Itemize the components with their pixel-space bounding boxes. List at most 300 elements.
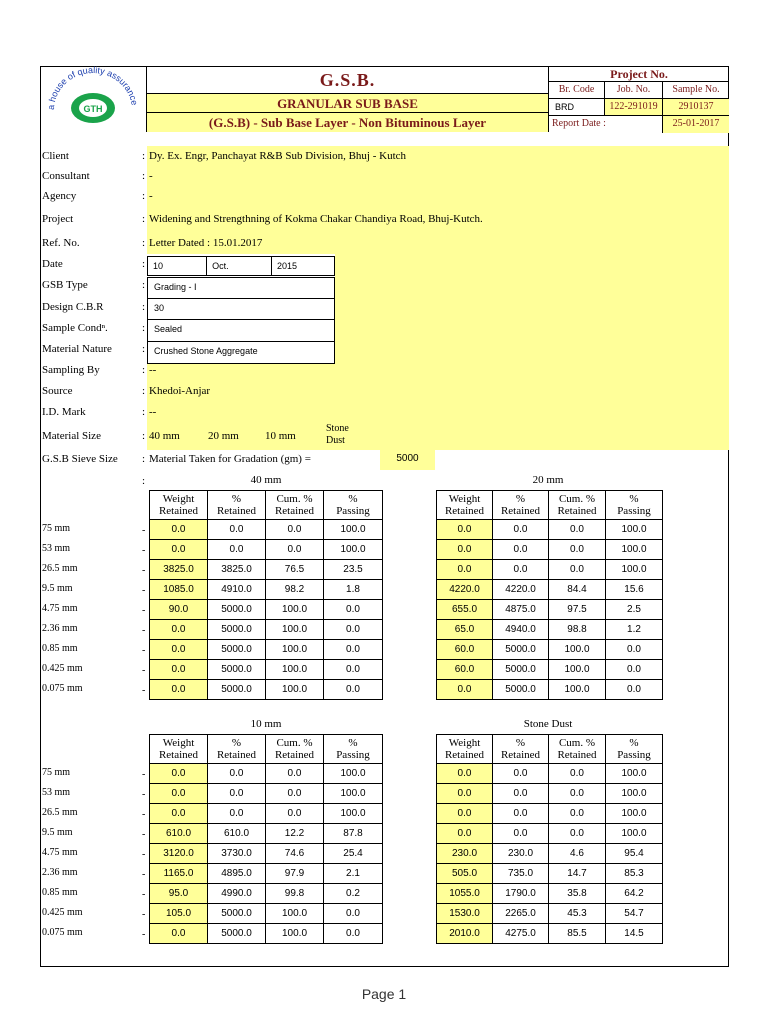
cell-pct-retained: 3825.0 xyxy=(208,560,266,580)
cell-pct-retained: 4275.0 xyxy=(493,924,549,944)
cell-cum-pct-retained: 35.8 xyxy=(549,884,606,904)
sieve-label: 0.425 mm xyxy=(42,907,83,918)
sieve-label: 2.36 mm xyxy=(42,623,78,634)
cell-pct-passing: 100.0 xyxy=(324,540,383,560)
project-number-block xyxy=(548,66,729,132)
table-row xyxy=(437,540,663,560)
col-header-pct-passing xyxy=(324,735,383,764)
colon: : xyxy=(142,385,146,397)
row-dash: - xyxy=(142,565,146,576)
cell-pct-passing: 54.7 xyxy=(606,904,663,924)
header-line: % xyxy=(629,737,639,749)
table-row xyxy=(437,924,663,944)
cell-pct-passing: 100.0 xyxy=(606,560,663,580)
cell-weight-retained: 0.0 xyxy=(150,620,208,640)
header-line: Retained xyxy=(444,749,485,761)
stone-dust-line2: Dust xyxy=(326,435,345,446)
cell-cum-pct-retained: 100.0 xyxy=(266,660,324,680)
header-line: Retained xyxy=(557,749,597,761)
sieve-label: 0.075 mm xyxy=(42,683,83,694)
cell-pct-passing: 64.2 xyxy=(606,884,663,904)
logo-mark: GTH xyxy=(83,104,103,114)
row-dash: - xyxy=(142,545,146,556)
cell-pct-passing: 100.0 xyxy=(606,784,663,804)
header-line: Passing xyxy=(336,505,370,517)
row-dash: - xyxy=(142,585,146,596)
col-header-pct-passing xyxy=(324,491,383,520)
cell-cum-pct-retained: 100.0 xyxy=(549,660,606,680)
row-dash: - xyxy=(142,665,146,676)
gsb-type-label: GSB Type xyxy=(42,279,88,291)
cell-cum-pct-retained: 100.0 xyxy=(266,620,324,640)
sieve-label: 4.75 mm xyxy=(42,847,78,858)
cell-weight-retained: 0.0 xyxy=(437,560,493,580)
cell-cum-pct-retained: 0.0 xyxy=(266,520,324,540)
cell-pct-passing: 0.0 xyxy=(324,600,383,620)
cell-cum-pct-retained: 100.0 xyxy=(549,640,606,660)
cell-cum-pct-retained: 0.0 xyxy=(266,764,324,784)
cell-weight-retained: 65.0 xyxy=(437,620,493,640)
cell-pct-passing: 0.0 xyxy=(606,660,663,680)
header-line: Passing xyxy=(336,749,370,761)
header-line: Retained xyxy=(557,505,597,517)
header-line: Weight xyxy=(448,737,481,749)
info-highlight-side xyxy=(335,254,729,358)
table-row xyxy=(150,620,383,640)
col-header-cum-pct-retained xyxy=(549,735,606,764)
col-header-pct-retained xyxy=(493,491,549,520)
cell-pct-passing: 0.0 xyxy=(324,924,383,944)
cell-cum-pct-retained: 76.5 xyxy=(266,560,324,580)
table-row xyxy=(150,600,383,620)
header-line: Retained xyxy=(216,749,257,761)
sieve-label: 75 mm xyxy=(42,767,71,778)
cell-pct-passing: 1.2 xyxy=(606,620,663,640)
client-label: Client xyxy=(42,150,69,162)
table-row xyxy=(150,784,383,804)
colon: : xyxy=(142,343,146,355)
col-header-pct-retained xyxy=(208,735,266,764)
report-subtitle: GRANULAR SUB BASE xyxy=(147,94,548,113)
cell-pct-retained: 3730.0 xyxy=(208,844,266,864)
header-line: % xyxy=(231,493,242,505)
colon: : xyxy=(142,237,146,249)
cell-pct-retained: 4220.0 xyxy=(493,580,549,600)
cell-pct-retained: 230.0 xyxy=(493,844,549,864)
col-header-weight-retained xyxy=(150,735,208,764)
table-row xyxy=(437,784,663,804)
cell-weight-retained: 1085.0 xyxy=(150,580,208,600)
cell-pct-retained: 2265.0 xyxy=(493,904,549,924)
cell-weight-retained: 95.0 xyxy=(150,884,208,904)
cell-pct-retained: 5000.0 xyxy=(493,640,549,660)
cell-cum-pct-retained: 0.0 xyxy=(549,824,606,844)
colon: : xyxy=(142,453,146,465)
cell-pct-retained: 0.0 xyxy=(493,804,549,824)
cell-pct-retained: 5000.0 xyxy=(208,680,266,700)
header-line: % xyxy=(515,493,526,505)
header-line: Retained xyxy=(216,505,257,517)
cell-pct-retained: 0.0 xyxy=(493,764,549,784)
table-row xyxy=(437,660,663,680)
cell-pct-retained: 0.0 xyxy=(208,784,266,804)
colon: : xyxy=(142,150,146,162)
cell-pct-retained: 5000.0 xyxy=(208,640,266,660)
cell-pct-passing: 87.8 xyxy=(324,824,383,844)
cell-pct-passing: 0.0 xyxy=(606,680,663,700)
cell-pct-retained: 0.0 xyxy=(208,540,266,560)
cell-pct-retained: 5000.0 xyxy=(493,680,549,700)
cell-cum-pct-retained: 14.7 xyxy=(549,864,606,884)
cell-pct-retained: 1790.0 xyxy=(493,884,549,904)
cell-weight-retained: 0.0 xyxy=(437,804,493,824)
cell-cum-pct-retained: 85.5 xyxy=(549,924,606,944)
cell-weight-retained: 0.0 xyxy=(150,764,208,784)
table-row xyxy=(437,640,663,660)
cell-pct-retained: 4910.0 xyxy=(208,580,266,600)
sieve-label: 9.5 mm xyxy=(42,827,73,838)
header-line: % xyxy=(515,737,526,749)
header-line: Retained xyxy=(158,505,199,517)
cell-pct-passing: 100.0 xyxy=(606,520,663,540)
cell-pct-passing: 0.2 xyxy=(324,884,383,904)
material-nature-value: Crushed Stone Aggregate xyxy=(147,341,335,364)
row-dash: - xyxy=(142,769,146,780)
cell-cum-pct-retained: 98.2 xyxy=(266,580,324,600)
header-line: Retained xyxy=(500,749,541,761)
report-title: G.S.B. xyxy=(147,66,548,94)
cell-weight-retained: 4220.0 xyxy=(437,580,493,600)
row-dash: - xyxy=(142,685,146,696)
cell-pct-retained: 0.0 xyxy=(493,520,549,540)
cell-pct-passing: 25.4 xyxy=(324,844,383,864)
cell-cum-pct-retained: 45.3 xyxy=(549,904,606,924)
job-no-label: Job. No. xyxy=(605,82,663,98)
cell-cum-pct-retained: 100.0 xyxy=(266,924,324,944)
sampling-by-label: Sampling By xyxy=(42,364,100,376)
cell-cum-pct-retained: 74.6 xyxy=(266,844,324,864)
report-date-value: 25-01-2017 xyxy=(663,116,729,133)
cell-pct-passing: 0.0 xyxy=(606,640,663,660)
cell-weight-retained: 610.0 xyxy=(150,824,208,844)
cell-cum-pct-retained: 84.4 xyxy=(549,580,606,600)
cell-weight-retained: 3825.0 xyxy=(150,560,208,580)
cell-pct-retained: 4875.0 xyxy=(493,600,549,620)
source-label: Source xyxy=(42,385,73,397)
cell-cum-pct-retained: 0.0 xyxy=(266,804,324,824)
col-header-pct-retained xyxy=(493,735,549,764)
date-month: Oct. xyxy=(207,257,272,275)
cell-pct-retained: 4990.0 xyxy=(208,884,266,904)
cell-weight-retained: 655.0 xyxy=(437,600,493,620)
col-header-cum-pct-retained xyxy=(266,735,324,764)
job-no-value: 122-291019 xyxy=(605,99,663,115)
cell-weight-retained: 105.0 xyxy=(150,904,208,924)
project-no-title: Project No. xyxy=(549,66,729,82)
cell-cum-pct-retained: 99.8 xyxy=(266,884,324,904)
table-row xyxy=(150,824,383,844)
cell-weight-retained: 0.0 xyxy=(437,520,493,540)
cell-weight-retained: 0.0 xyxy=(437,540,493,560)
logo-text: a house of quality assurance xyxy=(45,66,140,111)
material-size-label: Material Size xyxy=(42,430,101,442)
cell-pct-retained: 5000.0 xyxy=(208,660,266,680)
table-title-stone-dust: Stone Dust xyxy=(523,718,573,730)
cell-cum-pct-retained: 0.0 xyxy=(549,784,606,804)
colon: : xyxy=(142,475,146,487)
sieve-label: 53 mm xyxy=(42,543,71,554)
cell-pct-retained: 0.0 xyxy=(208,804,266,824)
date-day: 10 xyxy=(148,257,207,275)
sample-no-label: Sample No. xyxy=(672,84,720,95)
cell-pct-retained: 4895.0 xyxy=(208,864,266,884)
cell-weight-retained: 1055.0 xyxy=(437,884,493,904)
cell-weight-retained: 0.0 xyxy=(150,520,208,540)
table-row xyxy=(437,680,663,700)
header-line: Cum. % xyxy=(558,737,596,749)
cell-weight-retained: 1165.0 xyxy=(150,864,208,884)
row-dash: - xyxy=(142,605,146,616)
cell-weight-retained: 230.0 xyxy=(437,844,493,864)
colon: : xyxy=(142,322,146,334)
cell-pct-retained: 0.0 xyxy=(493,784,549,804)
cell-cum-pct-retained: 0.0 xyxy=(549,520,606,540)
sample-cond-label: Sample Condⁿ. xyxy=(42,322,108,334)
cell-weight-retained: 3120.0 xyxy=(150,844,208,864)
cell-pct-retained: 0.0 xyxy=(493,540,549,560)
header-line: Cum. % xyxy=(558,493,596,505)
cell-weight-retained: 2010.0 xyxy=(437,924,493,944)
cell-pct-passing: 100.0 xyxy=(606,764,663,784)
cell-pct-retained: 5000.0 xyxy=(208,904,266,924)
design-cbr-label: Design C.B.R xyxy=(42,301,104,313)
cell-pct-passing: 0.0 xyxy=(324,640,383,660)
cell-pct-passing: 0.0 xyxy=(324,680,383,700)
colon: : xyxy=(142,170,146,182)
size-20mm: 20 mm xyxy=(208,430,239,442)
table-title-40mm: 40 mm xyxy=(250,474,282,486)
consultant-label: Consultant xyxy=(42,170,90,182)
gradation-table-stone-dust xyxy=(436,734,663,944)
sieve-label: 26.5 mm xyxy=(42,807,78,818)
project-value: Widening and Strengthning of Kokma Chakar Chandiya Road, Bhuj-Kutch. xyxy=(149,213,483,225)
colon: : xyxy=(142,279,146,291)
row-dash: - xyxy=(142,909,146,920)
cell-pct-passing: 14.5 xyxy=(606,924,663,944)
col-header-pct-passing xyxy=(606,491,663,520)
size-10mm: 10 mm xyxy=(265,430,296,442)
sieve-label: 0.425 mm xyxy=(42,663,83,674)
project-label: Project xyxy=(42,213,74,225)
sample-no-value: 2910137 xyxy=(663,99,729,115)
header-line: Weight xyxy=(162,493,195,505)
cell-pct-retained: 4940.0 xyxy=(493,620,549,640)
cell-weight-retained: 0.0 xyxy=(437,824,493,844)
cell-pct-passing: 100.0 xyxy=(606,824,663,844)
cell-cum-pct-retained: 100.0 xyxy=(266,600,324,620)
table-row xyxy=(437,904,663,924)
table-row xyxy=(437,600,663,620)
cell-pct-retained: 0.0 xyxy=(493,824,549,844)
table-row xyxy=(150,520,383,540)
cell-pct-retained: 610.0 xyxy=(208,824,266,844)
gradation-label: Material Taken for Gradation (gm) = xyxy=(149,453,311,465)
cell-cum-pct-retained: 100.0 xyxy=(266,640,324,660)
cell-pct-passing: 2.1 xyxy=(324,864,383,884)
table-row xyxy=(150,924,383,944)
cell-weight-retained: 0.0 xyxy=(150,804,208,824)
cell-pct-retained: 0.0 xyxy=(208,764,266,784)
cell-weight-retained: 1530.0 xyxy=(437,904,493,924)
cell-cum-pct-retained: 0.0 xyxy=(266,540,324,560)
date-field xyxy=(147,256,335,276)
row-dash: - xyxy=(142,809,146,820)
gradation-spacer xyxy=(335,450,380,470)
cell-pct-passing: 100.0 xyxy=(324,764,383,784)
cell-pct-passing: 100.0 xyxy=(324,784,383,804)
cell-pct-passing: 95.4 xyxy=(606,844,663,864)
colon: : xyxy=(142,213,146,225)
cell-pct-passing: 100.0 xyxy=(324,520,383,540)
row-dash: - xyxy=(142,645,146,656)
cell-pct-passing: 100.0 xyxy=(606,804,663,824)
row-dash: - xyxy=(142,525,146,536)
colon: : xyxy=(142,364,146,376)
header-line: Weight xyxy=(448,493,481,505)
sampling-by-value: -- xyxy=(149,364,157,376)
gradation-value: 5000 xyxy=(396,453,419,464)
gradation-table-40mm xyxy=(149,490,383,700)
table-row xyxy=(150,660,383,680)
date-year: 2015 xyxy=(277,261,298,271)
cell-cum-pct-retained: 0.0 xyxy=(549,540,606,560)
table-row xyxy=(437,844,663,864)
table-row xyxy=(150,884,383,904)
colon: : xyxy=(142,301,146,313)
cell-weight-retained: 0.0 xyxy=(437,680,493,700)
cell-pct-passing: 2.5 xyxy=(606,600,663,620)
col-header-weight-retained xyxy=(150,491,208,520)
cell-cum-pct-retained: 97.5 xyxy=(549,600,606,620)
table-row xyxy=(150,844,383,864)
colon: : xyxy=(142,406,146,418)
cell-weight-retained: 0.0 xyxy=(150,924,208,944)
table-title-20mm: 20 mm xyxy=(532,474,564,486)
page-number: Page 1 xyxy=(361,986,407,1002)
sieve-size-label: G.S.B Sieve Size xyxy=(42,453,118,465)
sieve-label: 75 mm xyxy=(42,523,71,534)
col-header-pct-retained xyxy=(208,491,266,520)
header-line: Weight xyxy=(162,737,195,749)
sieve-label: 0.85 mm xyxy=(42,887,78,898)
sieve-label: 53 mm xyxy=(42,787,71,798)
header-line: Passing xyxy=(617,505,651,517)
col-header-cum-pct-retained xyxy=(266,491,324,520)
cell-weight-retained: 505.0 xyxy=(437,864,493,884)
header-line: Retained xyxy=(444,505,485,517)
cell-cum-pct-retained: 100.0 xyxy=(549,680,606,700)
header-line: Retained xyxy=(274,505,315,517)
row-dash: - xyxy=(142,625,146,636)
cell-pct-retained: 0.0 xyxy=(493,560,549,580)
report-subtitle-2: (G.S.B) - Sub Base Layer - Non Bituminous Layer xyxy=(147,113,548,132)
cell-weight-retained: 0.0 xyxy=(150,540,208,560)
size-40mm: 40 mm xyxy=(149,430,180,442)
table-row xyxy=(437,764,663,784)
table-row xyxy=(437,864,663,884)
cell-pct-retained: 5000.0 xyxy=(208,924,266,944)
cell-pct-passing: 85.3 xyxy=(606,864,663,884)
agency-label: Agency xyxy=(42,190,77,202)
sieve-label: 0.85 mm xyxy=(42,643,78,654)
row-dash: - xyxy=(142,829,146,840)
id-mark-value: -- xyxy=(149,406,157,418)
gsb-type-value: Grading - I xyxy=(147,277,335,299)
consultant-value: - xyxy=(149,170,153,182)
cell-cum-pct-retained: 4.6 xyxy=(549,844,606,864)
cell-pct-passing: 23.5 xyxy=(324,560,383,580)
cell-pct-retained: 5000.0 xyxy=(493,660,549,680)
table-row xyxy=(150,764,383,784)
cell-pct-passing: 1.8 xyxy=(324,580,383,600)
header-line: % xyxy=(348,737,358,749)
table-row xyxy=(437,520,663,540)
header-line: Passing xyxy=(617,749,651,761)
cell-pct-retained: 5000.0 xyxy=(208,600,266,620)
table-row xyxy=(150,864,383,884)
gradation-table-20mm xyxy=(436,490,663,700)
row-dash: - xyxy=(142,789,146,800)
ref-label: Ref. No. xyxy=(42,237,80,249)
colon: : xyxy=(142,258,146,270)
cell-pct-retained: 735.0 xyxy=(493,864,549,884)
cell-weight-retained: 0.0 xyxy=(150,660,208,680)
header-line: Retained xyxy=(158,749,199,761)
col-header-weight-retained xyxy=(437,491,493,520)
cell-pct-passing: 0.0 xyxy=(324,660,383,680)
report-header xyxy=(147,66,548,132)
table-row xyxy=(150,540,383,560)
cell-cum-pct-retained: 0.0 xyxy=(549,560,606,580)
table-title-10mm: 10 mm xyxy=(250,718,282,730)
ref-value: Letter Dated : 15.01.2017 xyxy=(149,237,263,249)
table-row xyxy=(150,640,383,660)
cell-pct-passing: 100.0 xyxy=(324,804,383,824)
table-row xyxy=(437,580,663,600)
agency-value: - xyxy=(149,190,153,202)
row-dash: - xyxy=(142,869,146,880)
header-line: Cum. % xyxy=(276,737,313,749)
source-value: Khedoi-Anjar xyxy=(149,385,211,397)
cell-weight-retained: 0.0 xyxy=(150,784,208,804)
sieve-label: 9.5 mm xyxy=(42,583,73,594)
cell-weight-retained: 0.0 xyxy=(150,680,208,700)
sieve-label: 26.5 mm xyxy=(42,563,78,574)
header-line: % xyxy=(629,493,639,505)
design-cbr-value: 30 xyxy=(147,298,335,320)
gradation-table-10mm xyxy=(149,734,383,944)
table-row xyxy=(150,804,383,824)
cell-cum-pct-retained: 97.9 xyxy=(266,864,324,884)
cell-weight-retained: 0.0 xyxy=(437,764,493,784)
table-row xyxy=(150,680,383,700)
br-code-label: Br. Code xyxy=(549,82,605,98)
header-line: % xyxy=(348,493,358,505)
cell-weight-retained: 60.0 xyxy=(437,640,493,660)
br-code-value: BRD xyxy=(549,99,605,115)
table-row xyxy=(437,804,663,824)
cell-cum-pct-retained: 0.0 xyxy=(549,764,606,784)
